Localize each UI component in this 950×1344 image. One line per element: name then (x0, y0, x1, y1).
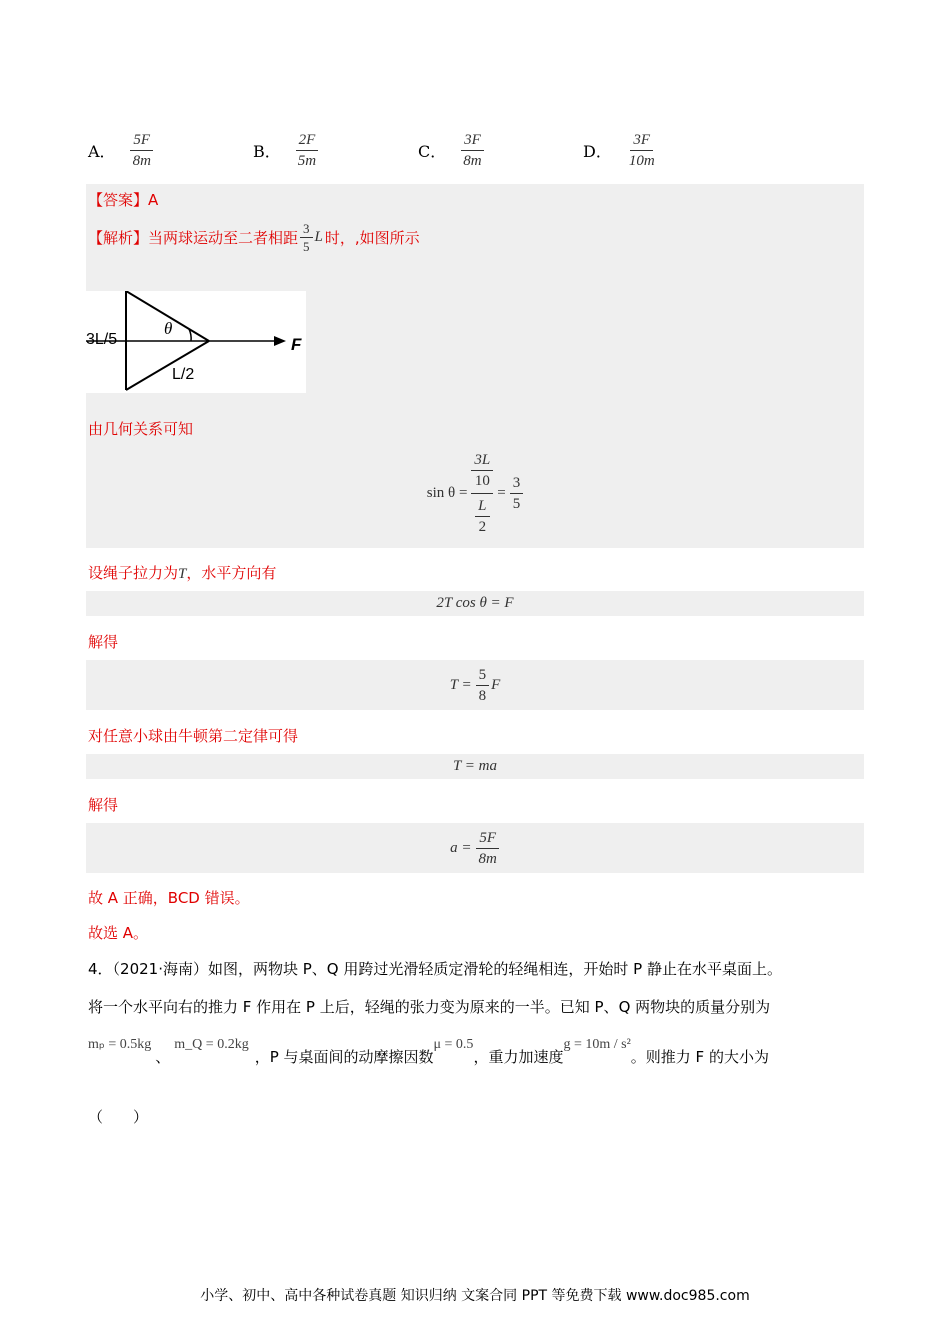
fraction-numerator: 2F (296, 130, 319, 151)
option-label: C． (418, 142, 447, 161)
analysis-variable: L (314, 229, 323, 245)
page-footer: 小学、初中、高中各种试卷真题 知识归纳 文案合同 PPT 等免费下载 www.doc985.com (200, 1288, 750, 1304)
fraction-denominator: 10 (474, 472, 490, 489)
conclusion-2: 故选 A。 (88, 924, 149, 942)
fraction-denominator: 8m (478, 850, 497, 867)
tension-variable: T (178, 566, 187, 582)
equation-2-fraction (476, 665, 490, 706)
equation-2-rhs: F (491, 676, 501, 693)
separator: 、 (155, 1048, 171, 1066)
option-label: A． (88, 142, 116, 161)
fraction-denominator: 8 (478, 687, 487, 704)
option-c (418, 130, 485, 171)
equation-3-block (86, 754, 864, 779)
triangle-diagram (86, 291, 306, 393)
friction-coefficient: μ = 0.5 (433, 1036, 474, 1052)
equation-1: 2T cos θ = F (436, 595, 514, 611)
lower-rope (126, 341, 209, 390)
answer-line: 【答案】A (88, 191, 159, 209)
fraction-denominator: 5 (512, 495, 521, 512)
option-fraction (130, 130, 154, 171)
geometry-intro: 由几何关系可知 (88, 420, 194, 438)
option-d (583, 130, 658, 171)
solve-label-1: 解得 (88, 633, 119, 651)
equation-1-block (86, 591, 864, 616)
equals-sign: = (497, 484, 506, 501)
question-mid-2: ，重力加速度 (473, 1048, 564, 1066)
solve-label-2: 解得 (88, 796, 119, 814)
label-3l5: 3L/5 (86, 331, 118, 348)
option-b (253, 130, 319, 171)
equation-2-lhs: T = (449, 676, 472, 693)
mass-p: mₚ = 0.5kg (88, 1037, 152, 1052)
equation-4-lhs: a = (450, 839, 472, 856)
equation-4-fraction (476, 828, 500, 869)
fraction-denominator: 8m (132, 153, 151, 169)
label-theta: θ (164, 319, 173, 338)
fraction-denominator: 5 (303, 239, 310, 254)
fraction-denominator: 5m (297, 153, 317, 169)
fraction-numerator: 3F (630, 130, 653, 151)
question-line-1: 4．（2021·海南）如图，两物块 P、Q 用跨过光滑轻质定滑轮的轻绳相连，开始时 P 静止在水平桌面上。 (88, 960, 782, 978)
option-fraction (626, 130, 658, 171)
fraction-denominator: 10m (628, 153, 655, 169)
question-end: 。则推力 F 的大小为 (630, 1048, 769, 1066)
conclusion-1: 故 A 正确，BCD 错误。 (88, 889, 250, 907)
gravity: g = 10m / s² (563, 1036, 631, 1052)
result-fraction (510, 473, 524, 514)
newton-intro: 对任意小球由牛顿第二定律可得 (88, 727, 299, 745)
analysis-fraction (300, 220, 313, 255)
option-label: D． (583, 142, 612, 161)
fraction-numerator: L (475, 496, 489, 517)
analysis-prefix: 【解析】当两球运动至二者相距 (88, 229, 299, 247)
tension-prefix: 设绳子拉力为 (88, 564, 179, 582)
option-label: B． (253, 142, 281, 161)
label-l2: L/2 (172, 366, 195, 383)
fraction-numerator: 3F (461, 130, 484, 151)
question-line-2: 将一个水平向右的推力 F 作用在 P 上后，轻绳的张力变为原来的一半。已知 P、Q 两物块的质量分别为 (88, 998, 771, 1016)
sin-equation (86, 448, 864, 538)
option-fraction (460, 130, 484, 171)
sin-lhs: sin θ = (426, 484, 468, 501)
arrow-head-icon (274, 336, 286, 346)
fraction-numerator: 5F (476, 828, 499, 849)
fraction-denominator: 8m (463, 153, 482, 169)
question-mid: ，P 与桌面间的动摩擦因数 (254, 1048, 434, 1066)
equation-3: T = ma (452, 758, 498, 774)
fraction-denominator: 2 (478, 518, 487, 535)
option-fraction (295, 130, 319, 171)
fraction-numerator: 5 (476, 665, 490, 686)
compound-fraction (471, 450, 493, 537)
label-force: F (291, 335, 302, 354)
answer-blank: （ ） (88, 1108, 149, 1126)
option-a (88, 130, 154, 171)
tension-suffix: ，水平方向有 (186, 564, 277, 582)
lower-fraction (475, 494, 489, 537)
equation-4-block (86, 823, 864, 873)
upper-fraction (471, 450, 493, 494)
fraction-numerator: 3L (471, 450, 493, 471)
analysis-suffix: 时，,如图所示 (324, 229, 420, 247)
analysis-line (88, 220, 420, 255)
fraction-numerator: 3 (510, 473, 524, 494)
question-line-3 (88, 1036, 769, 1066)
fraction-numerator: 5F (130, 130, 153, 151)
fraction-numerator: 3 (300, 220, 313, 238)
mass-q: m_Q = 0.2kg (174, 1036, 249, 1052)
equation-2-block (86, 660, 864, 710)
triangle-figure (86, 291, 306, 393)
tension-intro (88, 562, 276, 583)
